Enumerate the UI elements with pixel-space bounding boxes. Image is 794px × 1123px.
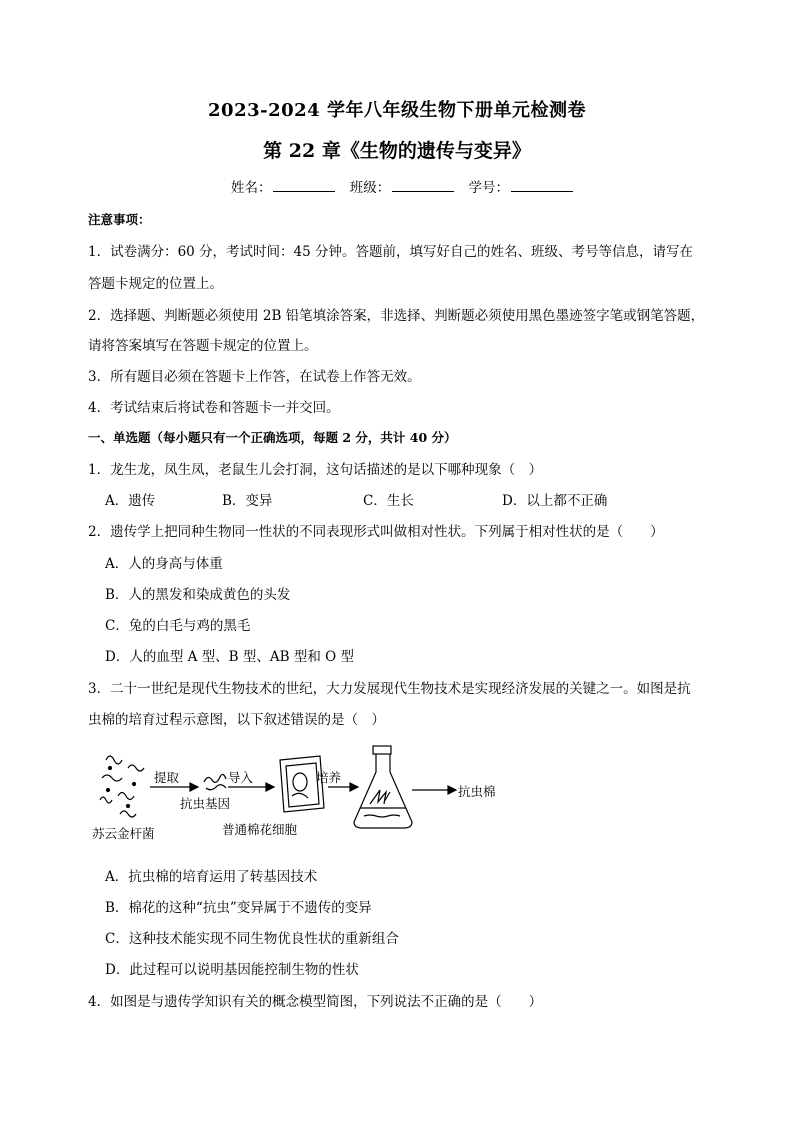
arrow-result	[412, 786, 456, 794]
label-gene: 抗虫基因	[180, 796, 231, 811]
option-d[interactable]: D．以上都不正确	[502, 493, 608, 509]
question-stem-cont: 虫棉的培育过程示意图，以下叙述错误的是（ ）	[88, 712, 385, 728]
label-bacteria: 苏云金杆菌	[92, 826, 155, 841]
label-extract: 提取	[154, 770, 180, 785]
culture-flask	[354, 746, 412, 828]
option-a[interactable]: A．遗传	[105, 493, 156, 509]
label-result: 抗虫棉	[458, 784, 496, 799]
class-blank[interactable]	[392, 178, 454, 192]
note-line: 2．选择题、判断题必须使用 2B 铅笔填涂答案，非选择、判断题必须使用黑色墨迹签字笔或钢笔答题，	[88, 308, 705, 324]
label-culture: 培养	[316, 770, 342, 785]
section-heading: 一、单选题（每小题只有一个正确选项，每题 2 分，共计 40 分）	[88, 430, 457, 445]
question-stem: 2．遗传学上把同种生物同一性状的不同表现形式叫做相对性状。下列属于相对性状的是（ ）	[88, 524, 664, 540]
class-label: 班级：	[349, 180, 391, 196]
student-info-line	[0, 176, 794, 196]
chapter-title: 第 22 章《生物的遗传与变异》	[263, 140, 531, 162]
question-stem: 4．如图是与遗传学知识有关的概念模型简图，下列说法不正确的是（ ）	[88, 994, 543, 1010]
gene-fragment	[204, 774, 226, 789]
option-d[interactable]: D．此过程可以说明基因能控制生物的性状	[105, 962, 359, 978]
option-c[interactable]: C．这种技术能实现不同生物优良性状的重新组合	[105, 931, 399, 947]
note-line: 请将答案填写在答题卡规定的位置上。	[88, 338, 318, 354]
student-id-label: 学号：	[468, 180, 510, 196]
name-label: 姓名：	[230, 180, 272, 196]
label-import: 导入	[228, 770, 254, 785]
option-b[interactable]: B．人的黑发和染成黄色的头发	[105, 587, 291, 603]
option-a[interactable]: A．抗虫棉的培育运用了转基因技术	[105, 869, 318, 885]
option-d[interactable]: D．人的血型 A 型、B 型、AB 型和 O 型	[105, 649, 354, 665]
notes-heading: 注意事项：	[88, 212, 151, 227]
note-line: 4．考试结束后将试卷和答题卡一并交回。	[88, 400, 340, 416]
student-id-blank[interactable]	[511, 178, 573, 192]
option-a[interactable]: A．人的身高与体重	[105, 556, 223, 572]
exam-title: 2023-2024 学年八年级生物下册单元检测卷	[208, 100, 586, 121]
question-stem: 1．龙生龙，凤生凤，老鼠生儿会打洞，这句话描述的是以下哪种现象（ ）	[88, 462, 543, 478]
option-c[interactable]: C．兔的白毛与鸡的黑毛	[105, 618, 251, 634]
question-stem: 3．二十一世纪是现代生物技术的世纪，大力发展现代生物技术是实现经济发展的关键之一。如图是抗	[88, 681, 691, 697]
bacteria-illustration	[100, 756, 144, 817]
name-blank[interactable]	[273, 178, 335, 192]
transgenic-process-diagram	[88, 738, 528, 848]
option-c[interactable]: C．生长	[363, 493, 414, 509]
label-cell: 普通棉花细胞	[222, 822, 298, 837]
option-b[interactable]: B．棉花的这种“抗虫”变异属于不遗传的变异	[105, 900, 372, 916]
note-line: 答题卡规定的位置上。	[88, 276, 223, 292]
option-b[interactable]: B．变异	[222, 493, 273, 509]
note-line: 1．试卷满分：60 分，考试时间：45 分钟。答题前，填写好自己的姓名、班级、考号等信息，请写在	[88, 244, 694, 260]
note-line: 3．所有题目必须在答题卡上作答，在试卷上作答无效。	[88, 369, 421, 385]
